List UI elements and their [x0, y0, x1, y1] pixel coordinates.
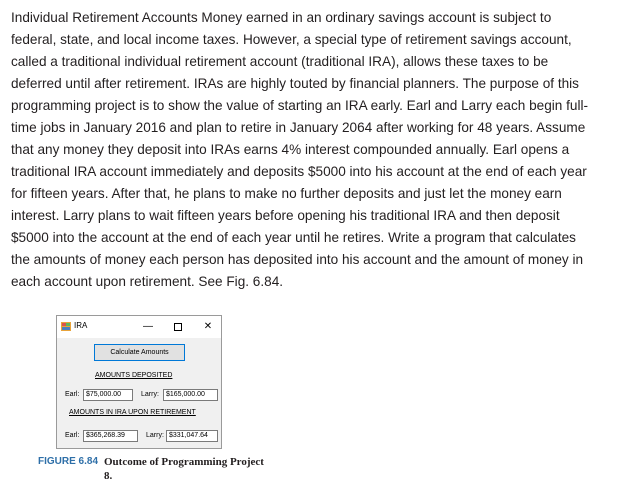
earl-retirement-label: Earl:	[65, 432, 80, 439]
close-icon[interactable]: ✕	[203, 321, 213, 332]
maximize-icon[interactable]	[171, 320, 185, 334]
window-title: IRA	[74, 321, 88, 330]
paragraph-line: time jobs in January 2016 and plan to retire in January 2064 after working for 48 years. Assume	[11, 120, 586, 135]
minimize-icon[interactable]: —	[143, 321, 153, 332]
paragraph-line: interest. Larry plans to wait fifteen years before opening his traditional IRA and then deposit	[11, 208, 560, 223]
larry-deposited-label: Larry:	[141, 391, 159, 398]
earl-retirement-output[interactable]: $365,268.39	[83, 430, 138, 442]
app-form-icon	[61, 322, 71, 331]
figure-label: FIGURE 6.84	[38, 456, 99, 467]
paragraph-line: the amounts of money each person has deposited into his account and the amount of money in	[11, 252, 584, 267]
paragraph-line: that any money they deposit into IRAs earns 4% interest compounded annually. Earl opens a	[11, 142, 570, 157]
paragraph-line: called a traditional individual retirement account (traditional IRA), allows these taxes to be	[11, 54, 549, 69]
paragraph-line: traditional IRA account immediately and deposits $5000 into his account at the end of each year	[11, 164, 587, 179]
paragraph-line: deferred until after retirement. IRAs are highly touted by financial planners. The purpose of this	[11, 76, 579, 91]
ira-window	[56, 315, 222, 449]
retirement-heading: AMOUNTS IN IRA UPON RETIREMENT	[69, 409, 196, 416]
earl-deposited-output[interactable]: $75,000.00	[83, 389, 133, 401]
larry-retirement-label: Larry:	[146, 432, 164, 439]
window-titlebar[interactable]	[57, 316, 221, 338]
paragraph-line: Individual Retirement Accounts Money earned in an ordinary savings account is subject to	[11, 10, 552, 25]
problem-description	[11, 7, 623, 293]
deposited-heading: AMOUNTS DEPOSITED	[95, 372, 173, 379]
paragraph-line: for fifteen years. After that, he plans to make no further deposits and just let the money earn	[11, 186, 562, 201]
paragraph-line: $5000 into the account at the end of each year until he retires. Write a program that calculates	[11, 230, 576, 245]
earl-deposited-label: Earl:	[65, 391, 80, 398]
larry-retirement-output[interactable]: $331,047.64	[166, 430, 218, 442]
calculate-amounts-button[interactable]: Calculate Amounts	[94, 344, 185, 361]
paragraph-line: federal, state, and local income taxes. However, a special type of retirement savings account,	[11, 32, 572, 47]
paragraph-line: programming project is to show the value of starting an IRA early. Earl and Larry each begin full-	[11, 98, 589, 113]
larry-deposited-output[interactable]: $165,000.00	[163, 389, 218, 401]
paragraph-line: each account upon retirement. See Fig. 6.84.	[11, 274, 284, 289]
figure-caption: Outcome of Programming Project 8.	[104, 456, 264, 482]
